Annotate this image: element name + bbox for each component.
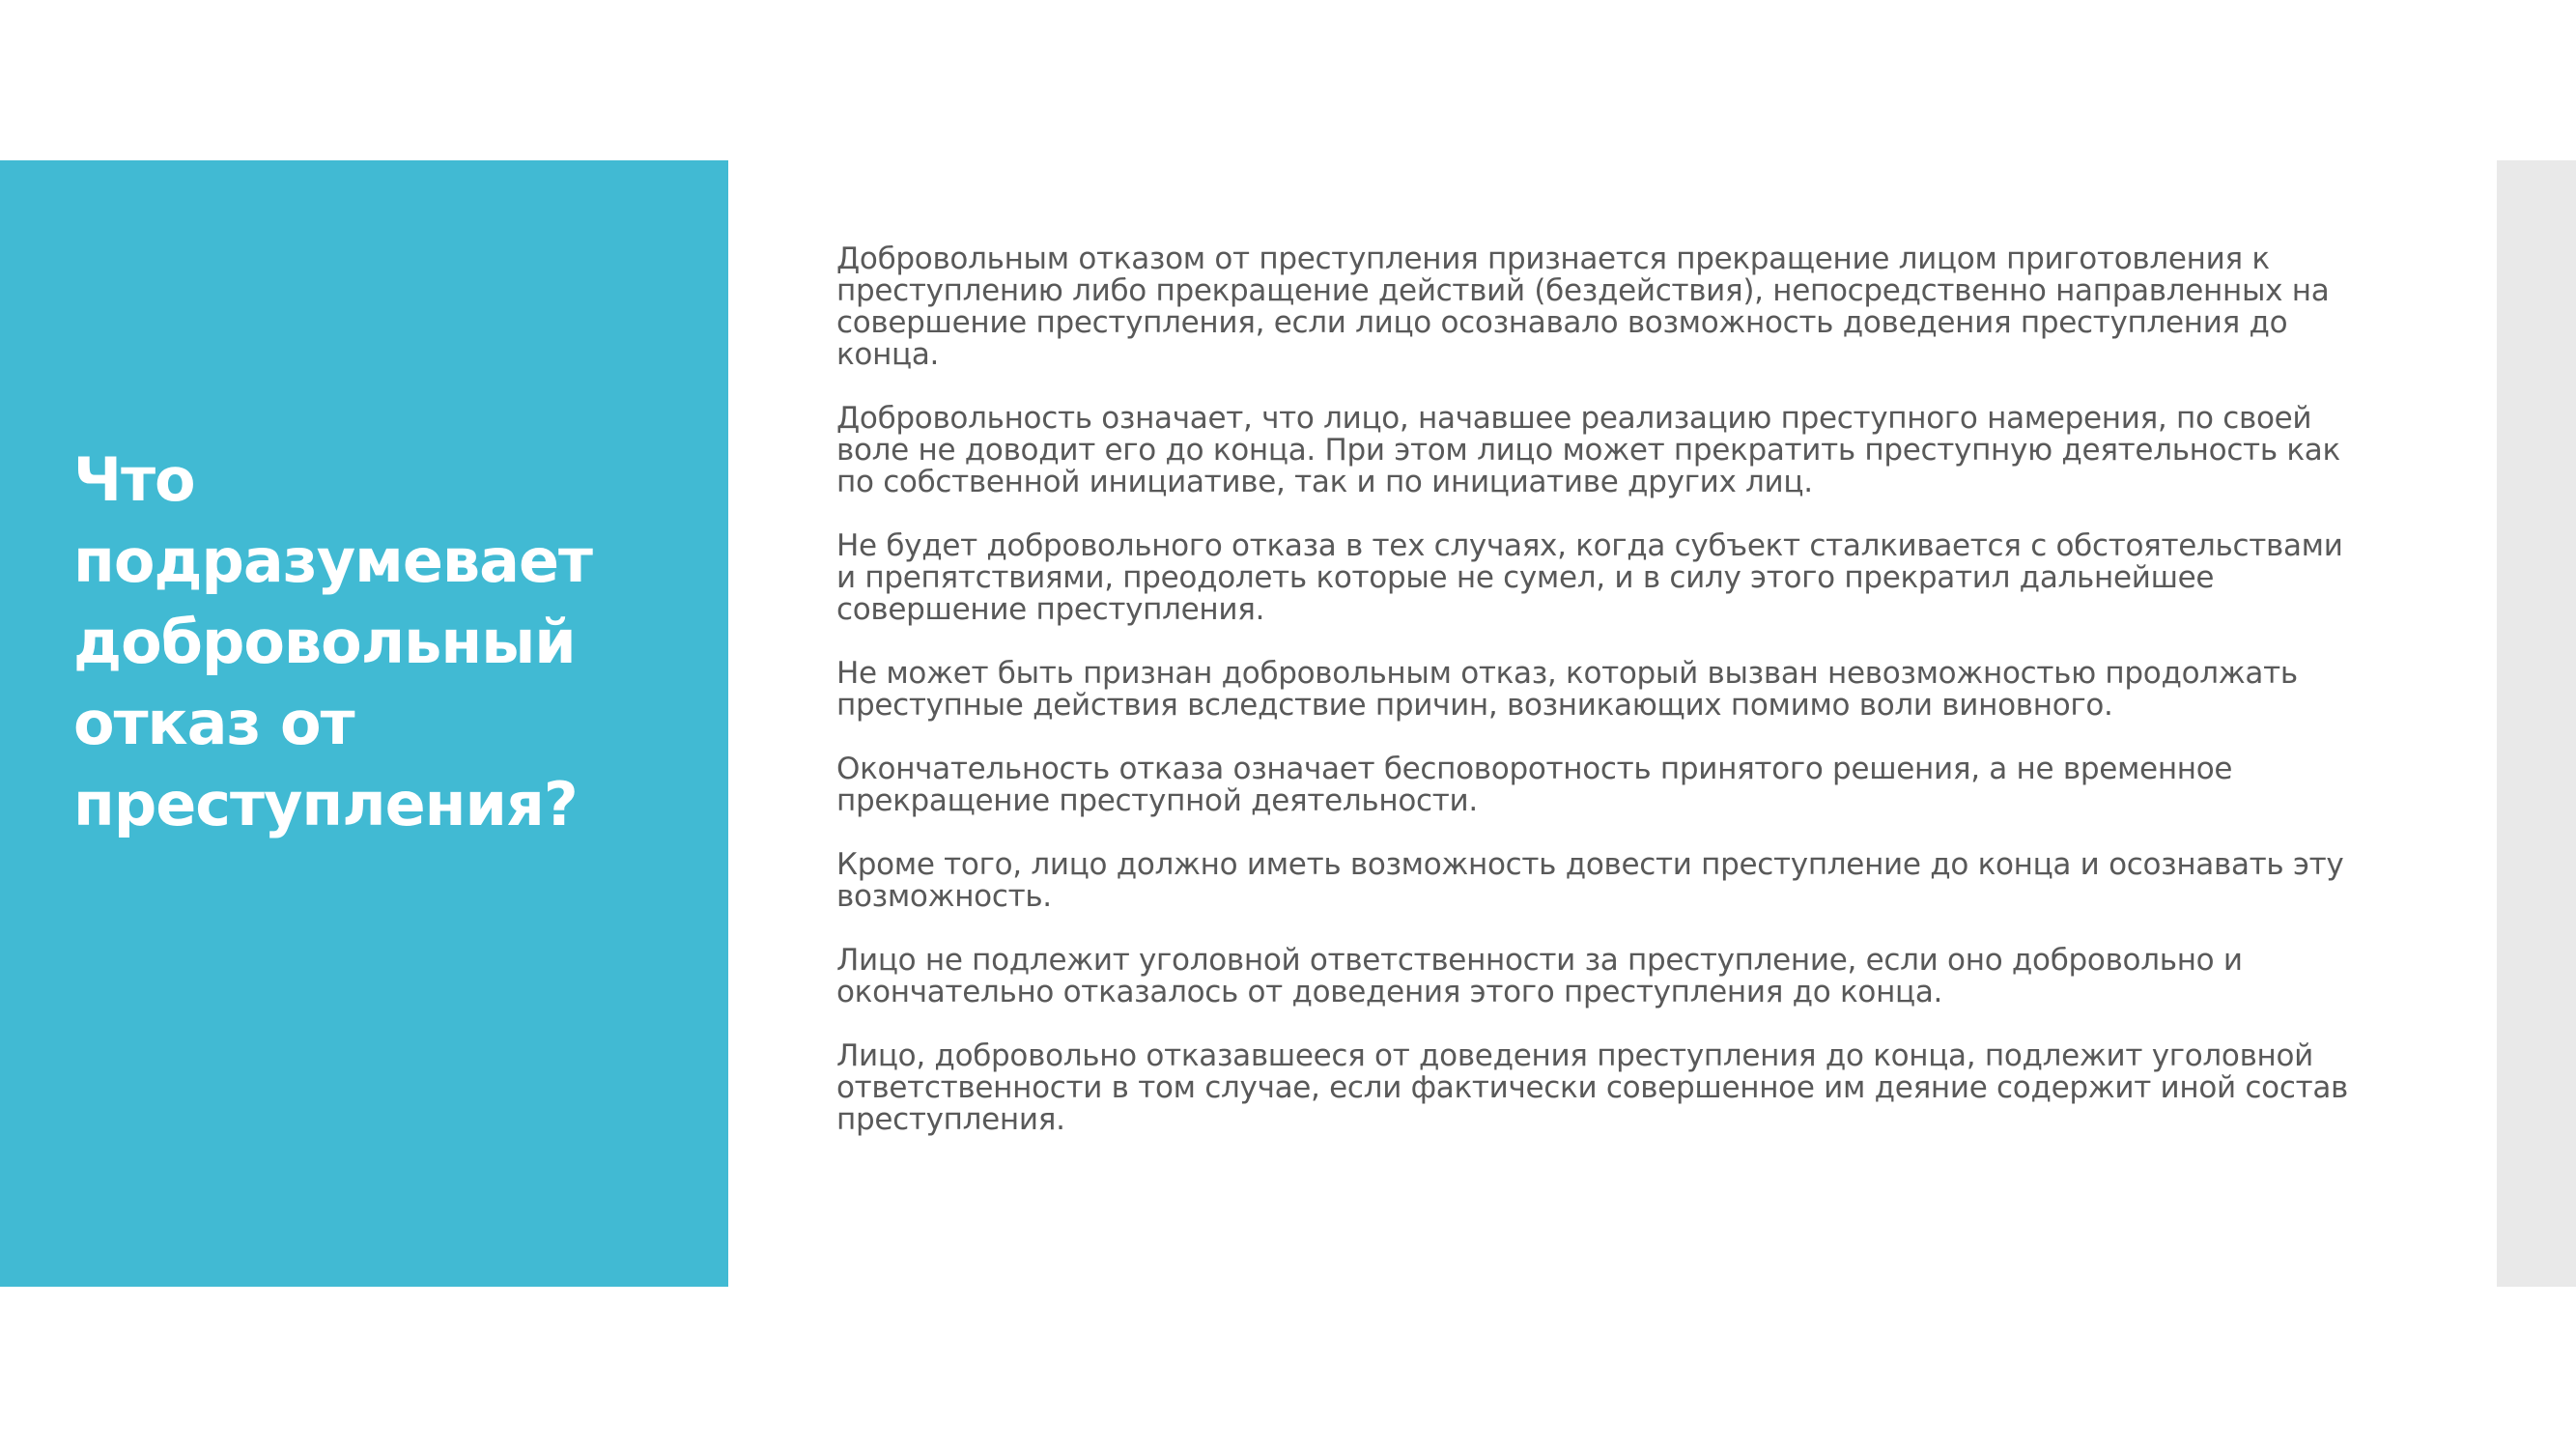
paragraph: Не может быть признан добровольным отказ, который вызван невозможностью продолжать преступные действия вследствие причин, возникающих помимо воли виновного.: [836, 656, 2298, 723]
paragraph: Добровольность означает, что лицо, начавшее реализацию преступного намерения, по своей воле не доводит его до конца. При этом лицо может прекратить преступную деятельность как по собственной инициативе, так и по инициативе других лиц.: [836, 401, 2340, 499]
paragraph: Не будет добровольного отказа в тех случаях, когда субъект сталкивается с обстоятельствами и препятствиями, преодолеть которые не сумел, и в силу этого прекратил дальнейшее совершение преступления.: [836, 528, 2343, 627]
content-body: [836, 243, 2358, 1168]
paragraph: Лицо, добровольно отказавшееся от доведения преступления до конца, подлежит уголовной ответственности в том случае, если фактически совершенное им деяние содержит иной состав преступления.: [836, 1038, 2348, 1137]
paragraph: Окончательность отказа означает бесповоротность принятого решения, а не временное прекращение преступной деятельности.: [836, 752, 2233, 818]
side-accent-strip: [2497, 160, 2576, 1287]
paragraph: Лицо не подлежит уголовной ответственности за преступление, если оно добровольно и окончательно отказалось от доведения этого преступления до конца.: [836, 943, 2243, 1009]
paragraph: Кроме того, лицо должно иметь возможность довести преступление до конца и осознавать эту возможность.: [836, 847, 2344, 914]
slide-title: Что подразумевает добровольный отказ от преступления?: [73, 444, 592, 839]
paragraph: Добровольным отказом от преступления признается прекращение лицом приготовления к преступлению либо прекращение действий (бездействия), непосредственно направленных на совершение преступления, если лицо осознавало возможность доведения преступления до конца.: [836, 242, 2330, 372]
